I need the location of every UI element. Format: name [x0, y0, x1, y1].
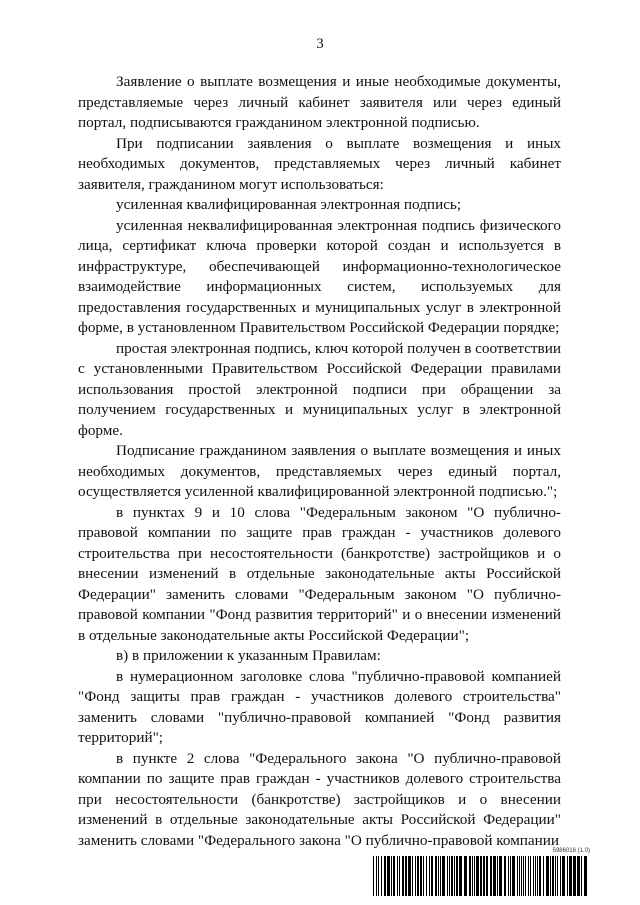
barcode-bar [431, 856, 433, 896]
barcode-bar [493, 856, 496, 896]
barcode-bar [449, 856, 450, 896]
barcode-bar [423, 856, 424, 896]
barcode-bar [569, 856, 572, 896]
barcode-bar [435, 856, 437, 896]
barcode-bar [456, 856, 458, 896]
barcode-bar [555, 856, 556, 896]
barcode-bar [384, 856, 386, 896]
barcode-bar [490, 856, 492, 896]
barcode-bar [508, 856, 509, 896]
barcode-bar [391, 856, 392, 896]
barcode-bar [523, 856, 524, 896]
barcode-bar [378, 856, 379, 896]
barcode-bar [510, 856, 511, 896]
barcode-bar [397, 856, 398, 896]
barcode-bar [429, 856, 430, 896]
barcode-bar [533, 856, 534, 896]
barcode-bar [521, 856, 522, 896]
barcode-bar [426, 856, 427, 896]
barcode-bar [381, 856, 382, 896]
barcode-bar [562, 856, 565, 896]
barcode-bar [581, 856, 582, 896]
barcode-bar [537, 856, 538, 896]
barcode-bar [519, 856, 520, 896]
barcode-bar [420, 856, 422, 896]
barcode-bar [387, 856, 390, 896]
paragraph: Подписание гражданином заявления о выплате возмещения и иных необходимых документов, представляемых через единый портал, осуществляется усиленной квалифицированной электронной подписью."; [78, 442, 561, 500]
barcode-bar [546, 856, 549, 896]
document-body [78, 72, 561, 851]
barcode-bar [584, 856, 587, 896]
barcode-bar [399, 856, 400, 896]
barcode-bar [573, 856, 576, 896]
barcode-bar [539, 856, 541, 896]
barcode-bar [373, 856, 374, 896]
barcode-bar [438, 856, 439, 896]
barcode-bar [525, 856, 526, 896]
paragraph: Заявление о выплате возмещения и иные необходимые документы, представляемые через личный кабинет заявителя или через единый портал, подписываются гражданином электронной подписью. [78, 73, 561, 131]
barcode-bar [530, 856, 531, 896]
barcode-bar [376, 856, 377, 896]
barcode-bar [405, 856, 407, 896]
barcode-bar [464, 856, 467, 896]
barcode-bar [469, 856, 471, 896]
paragraph: в пункте 2 слова "Федерального закона "О публично-правовой компании по защите прав граждан - участников долевого строительства при несостоятельности (банкротстве) застройщиков и о внесении изменений в отдельные законодательные акты Российской Федерации" заменить словами "Федерального закона "О публично-правовой компании [78, 749, 561, 849]
document-code: 5986016 (1.0) [552, 848, 590, 854]
barcode-bar [577, 856, 580, 896]
barcode-bar [393, 856, 395, 896]
barcode-bar [451, 856, 453, 896]
barcode-bar [517, 856, 518, 896]
barcode-bar [408, 856, 411, 896]
barcode-bar [552, 856, 554, 896]
barcode-image [373, 856, 587, 896]
paragraph: простая электронная подпись, ключ которой получен в соответствии с установленными Правительством Российской Федерации правилами использования простой электронной подписи при обращении за получением государственных и муниципальных услуг в электронной форме. [78, 339, 561, 439]
paragraph: в нумерационном заголовке слова "публично-правовой компанией "Фонд защиты прав граждан - участников долевого строительства" заменить словами "публично-правовой компанией "Фонд развития территорий"; [78, 667, 561, 746]
barcode-bar [512, 856, 515, 896]
barcode-bar [567, 856, 568, 896]
barcode-bar [442, 856, 445, 896]
barcode-bar [415, 856, 416, 896]
barcode-bar [550, 856, 551, 896]
barcode-bar [497, 856, 498, 896]
barcode-bar [402, 856, 404, 896]
barcode-bar [476, 856, 479, 896]
barcode-bar [447, 856, 448, 896]
barcode-bar [480, 856, 482, 896]
barcode-bar [557, 856, 558, 896]
barcode-bar [483, 856, 485, 896]
barcode-bar [560, 856, 561, 896]
barcode-bar [528, 856, 529, 896]
paragraph: усиленная квалифицированная электронная подпись; [116, 196, 462, 213]
barcode-bar [486, 856, 488, 896]
barcode-bar [412, 856, 413, 896]
barcode-bar [535, 856, 536, 896]
barcode-bar [417, 856, 419, 896]
paragraph: в) в приложении к указанным Правилам: [116, 647, 381, 664]
barcode-bar [459, 856, 462, 896]
barcode-bar [499, 856, 502, 896]
barcode-bar [543, 856, 544, 896]
barcode-bar [474, 856, 475, 896]
barcode-bar [440, 856, 441, 896]
barcode-bar [472, 856, 473, 896]
barcode-bar [454, 856, 455, 896]
barcode-bar [504, 856, 506, 896]
paragraph: При подписании заявления о выплате возмещения и иных необходимых документов, представляемых через личный кабинет заявителя, гражданином могут использоваться: [78, 134, 561, 193]
paragraph: усиленная неквалифицированная электронная подпись физического лица, сертификат ключа проверки которой создан и используется в инфраструктуре, обеспечивающей информационно-технологическое взаимодействие информационных систем, используемых для предоставления государственных и муниципальных услуг в электронной форме, в установленном Правительством Российской Федерации порядке; [78, 216, 561, 336]
paragraph: в пунктах 9 и 10 слова "Федеральным законом "О публично-правовой компании по защите прав граждан - участников долевого строительства при несостоятельности (банкротстве) застройщиков и о внесении изменений в отдельные законодательные акты Российской Федерации" заменить словами "Федеральным законом "О публично-правовой компании "Фонд развития территорий" и о внесении изменений в отдельные законодательные акты Российской Федерации"; [78, 503, 561, 644]
page-number: 3 [316, 36, 324, 52]
